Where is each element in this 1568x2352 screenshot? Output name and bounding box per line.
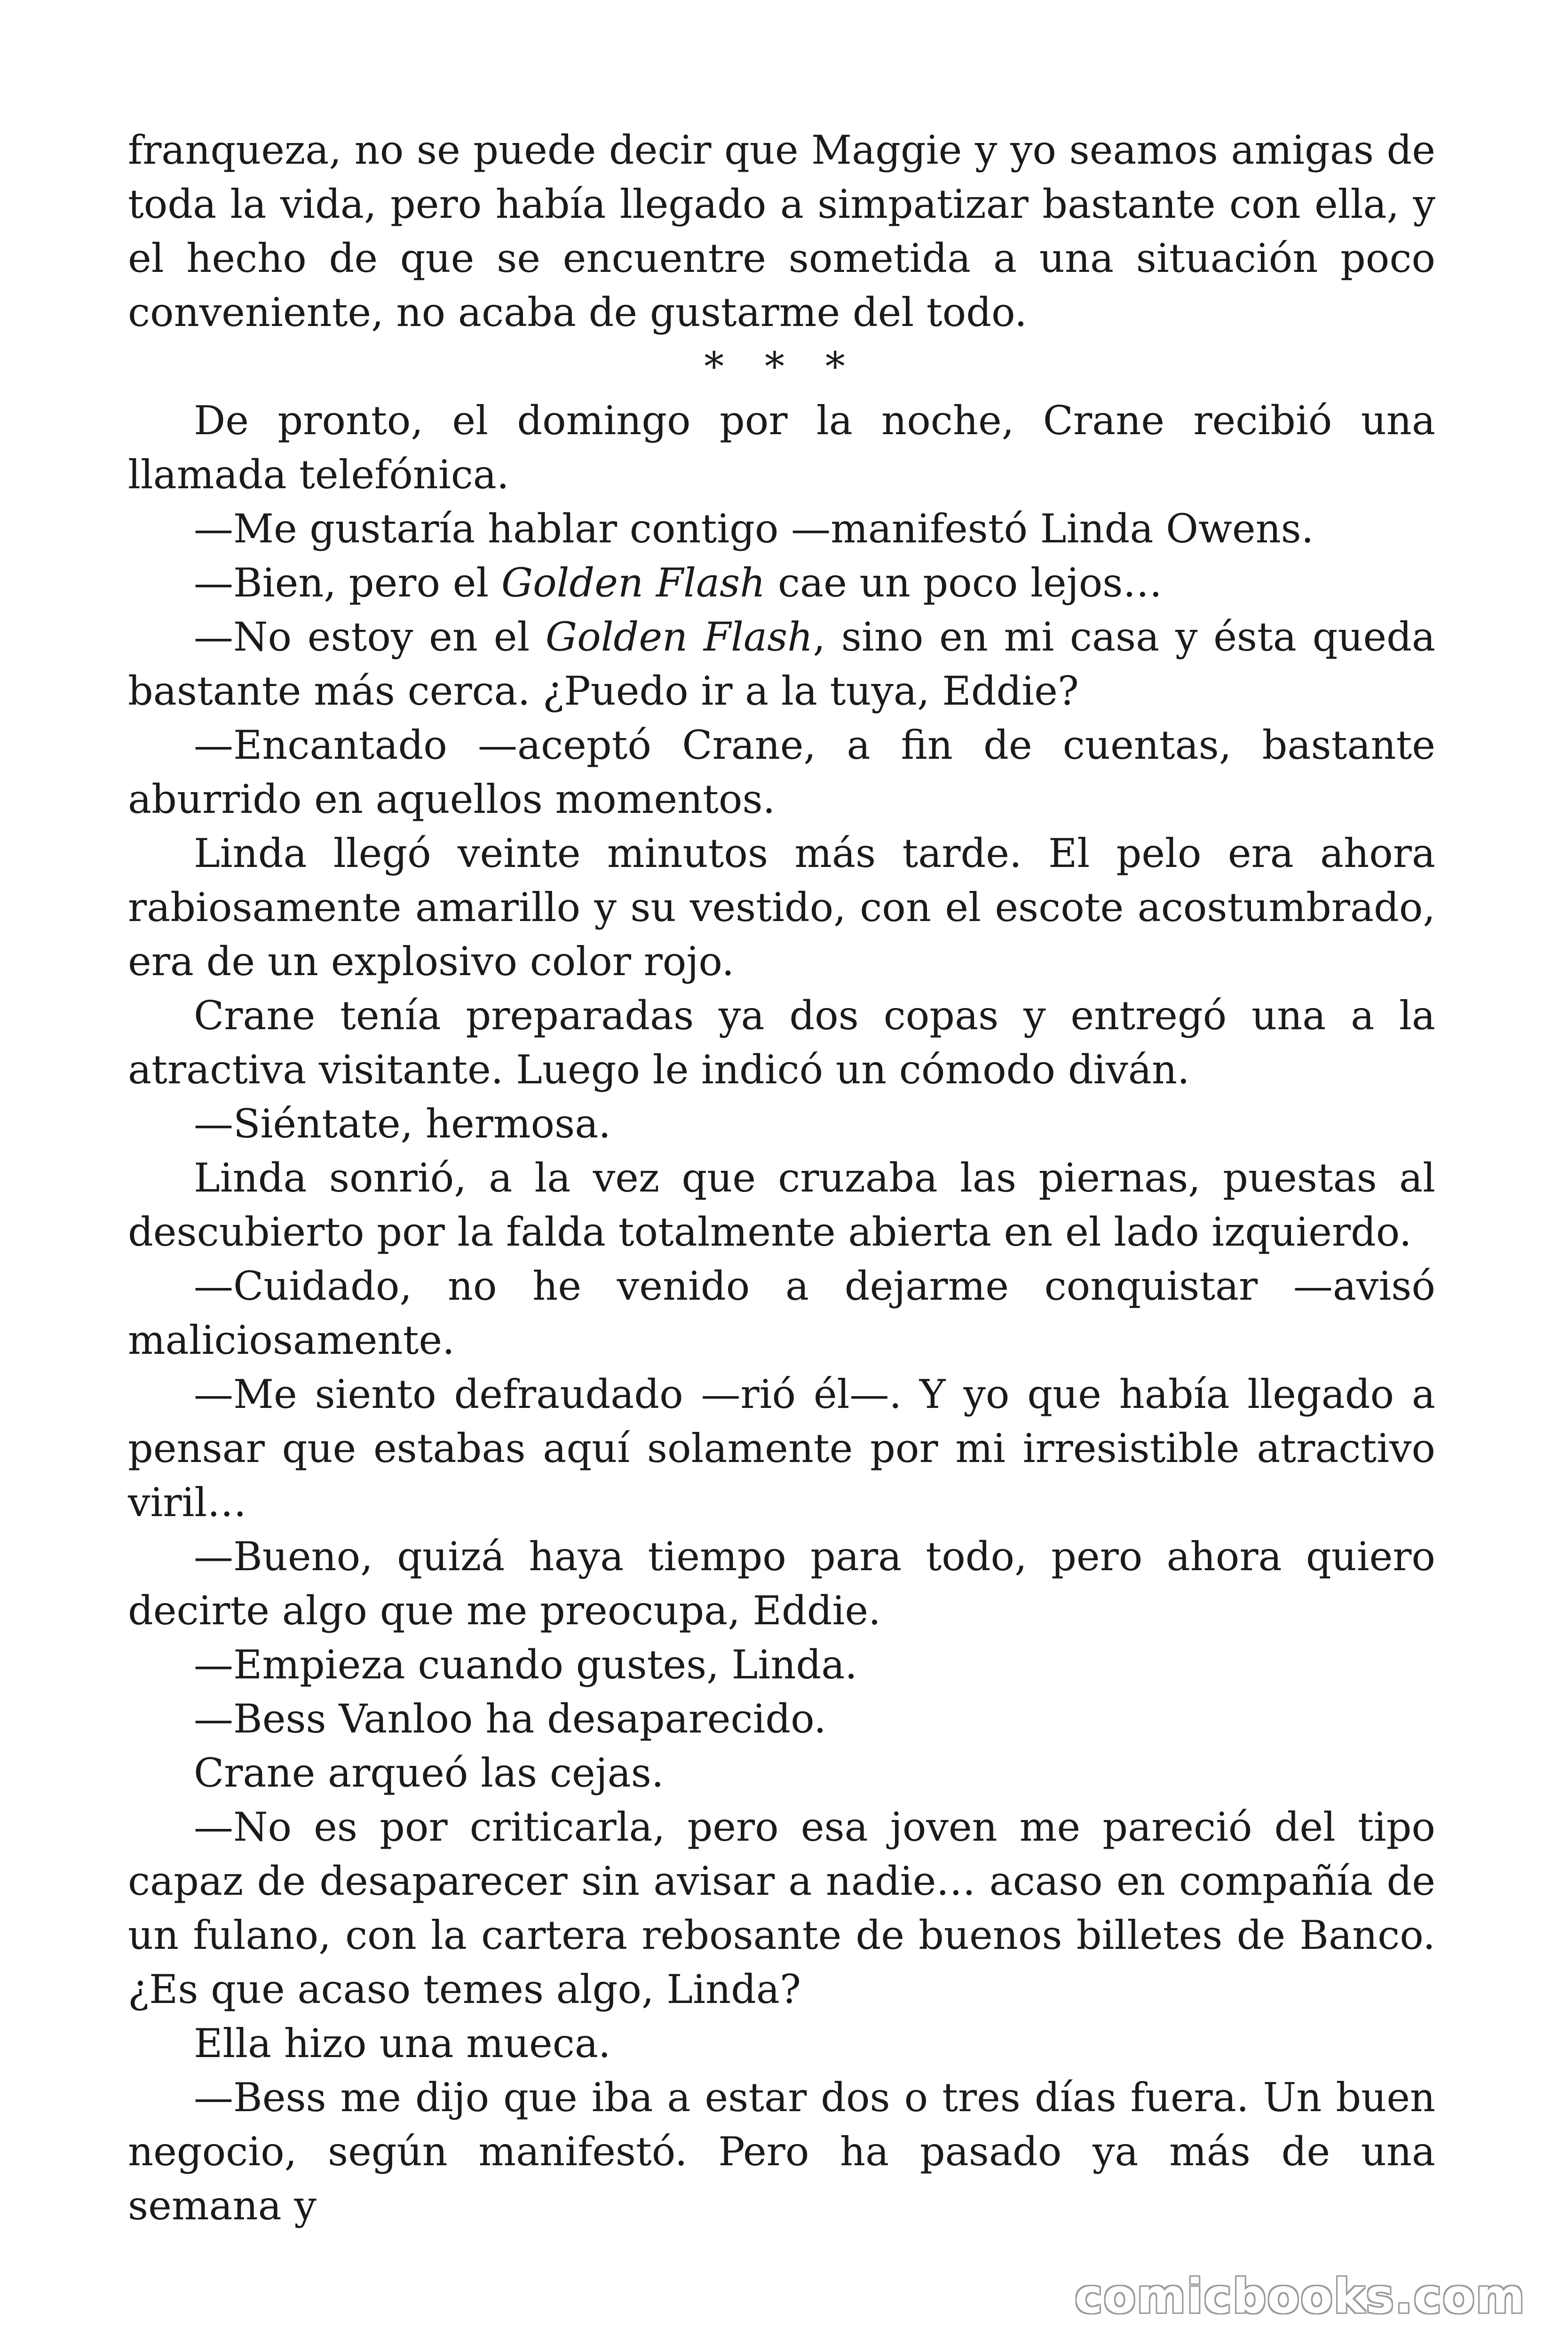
text-segment: Crane tenía preparadas ya dos copas y entregó una a la atractiva visitante. Luego le indicó un cómodo diván. bbox=[128, 993, 1435, 1093]
scene-separator bbox=[128, 340, 1435, 394]
text-segment: cae un poco lejos… bbox=[765, 560, 1163, 606]
paragraph bbox=[128, 1530, 1435, 1638]
paragraph bbox=[128, 1692, 1435, 1746]
text-segment: franqueza, no se puede decir que Maggie y yo seamos amigas de toda la vida, pero había llegado a simpatizar bastante con ella, y el hecho de que se encuentre sometida a una situación poco conveniente, no acaba de gustarme del todo. bbox=[128, 127, 1435, 335]
text-segment: —Empieza cuando gustes, Linda. bbox=[194, 1642, 857, 1688]
italic-text: Golden Flash bbox=[546, 614, 813, 660]
paragraph bbox=[128, 826, 1435, 989]
paragraph bbox=[128, 556, 1435, 610]
paragraph bbox=[128, 718, 1435, 826]
body-text bbox=[128, 123, 1435, 2233]
watermark: comicbooks.com bbox=[1075, 2269, 1526, 2324]
paragraph bbox=[128, 1800, 1435, 2017]
paragraph bbox=[128, 1638, 1435, 1692]
text-segment: —Cuidado, no he venido a dejarme conquistar —avisó maliciosamente. bbox=[128, 1263, 1435, 1363]
paragraph bbox=[128, 1367, 1435, 1530]
text-segment: —Siéntate, hermosa. bbox=[194, 1101, 611, 1147]
text-segment: Ella hizo una mueca. bbox=[194, 2020, 611, 2066]
text-segment: —Bueno, quizá haya tiempo para todo, pero ahora quiero decirte algo que me preocupa, Eddie. bbox=[128, 1534, 1435, 1634]
paragraph bbox=[128, 989, 1435, 1097]
text-segment: —Bess me dijo que iba a estar dos o tres días fuera. Un buen negocio, según manifestó. Pero ha pasado ya más de una semana y bbox=[128, 2074, 1435, 2229]
text-segment: De pronto, el domingo por la noche, Crane recibió una llamada telefónica. bbox=[128, 397, 1435, 498]
text-segment: Linda llegó veinte minutos más tarde. El pelo era ahora rabiosamente amarillo y su vestido, con el escote acostumbrado, era de un explosivo color rojo. bbox=[128, 830, 1435, 985]
text-segment: Linda sonrió, a la vez que cruzaba las piernas, puestas al descubierto por la falda totalmente abierta en el lado izquierdo. bbox=[128, 1155, 1435, 1255]
paragraph bbox=[128, 1746, 1435, 1800]
text-segment: —Bien, pero el bbox=[194, 560, 501, 606]
paragraph bbox=[128, 1097, 1435, 1151]
paragraph bbox=[128, 123, 1435, 340]
paragraph bbox=[128, 1151, 1435, 1259]
text-segment: Crane arqueó las cejas. bbox=[194, 1750, 664, 1796]
text-segment: —Bess Vanloo ha desaparecido. bbox=[194, 1696, 826, 1742]
text-segment: —No estoy en el bbox=[194, 614, 546, 660]
paragraph bbox=[128, 2071, 1435, 2233]
paragraph bbox=[128, 2017, 1435, 2071]
italic-text: Golden Flash bbox=[501, 560, 766, 606]
paragraph bbox=[128, 610, 1435, 718]
text-segment: * * * bbox=[704, 343, 859, 389]
paragraph bbox=[128, 502, 1435, 556]
text-segment: , sino en mi casa y ésta queda bastante más cerca. ¿Puedo ir a la tuya, Eddie? bbox=[128, 614, 1435, 714]
text-segment: —Encantado —aceptó Crane, a fin de cuentas, bastante aburrido en aquellos momentos. bbox=[128, 722, 1435, 822]
paragraph bbox=[128, 1259, 1435, 1367]
text-segment: —Me siento defraudado —rió él—. Y yo que había llegado a pensar que estabas aquí solamente por mi irresistible atractivo viril… bbox=[128, 1371, 1435, 1526]
text-segment: —Me gustaría hablar contigo —manifestó Linda Owens. bbox=[194, 506, 1314, 552]
text-segment: —No es por criticarla, pero esa joven me pareció del tipo capaz de desaparecer sin avisar a nadie… acaso en compañía de un fulano, con la cartera rebosante de buenos billetes de Banco. ¿Es que acaso temes algo, Linda? bbox=[128, 1804, 1435, 2012]
paragraph bbox=[128, 394, 1435, 502]
